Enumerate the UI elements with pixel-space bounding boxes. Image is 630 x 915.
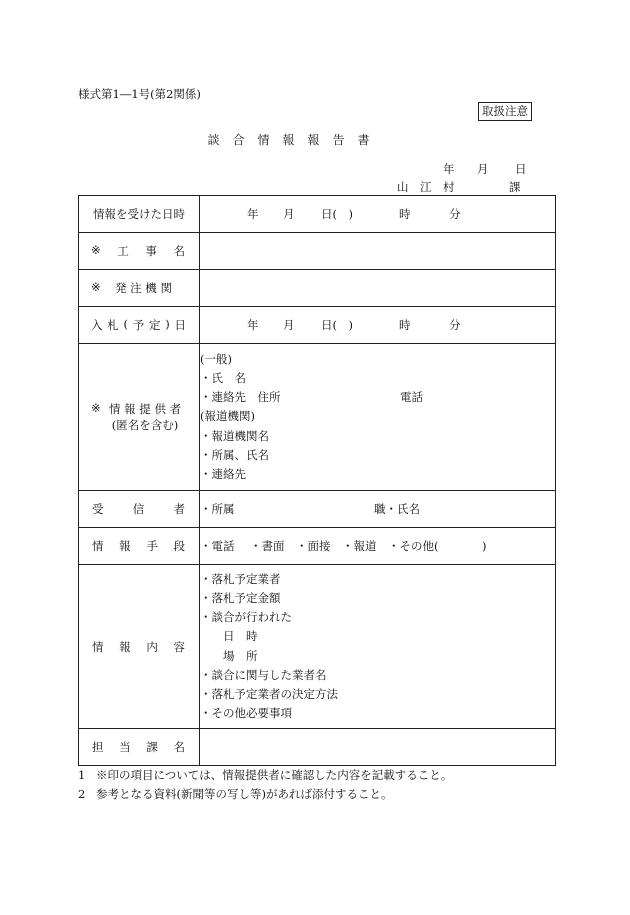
label-char: 情: [92, 539, 104, 553]
label-subtext: (匿名を含む): [111, 418, 179, 432]
receiver-position-name: 職・氏名: [374, 502, 420, 516]
report-date-line: [443, 161, 527, 177]
received-year: 年: [247, 207, 259, 221]
label-informant: [79, 344, 200, 491]
value-method: [200, 528, 556, 565]
label-char: (: [123, 317, 128, 331]
label-char: 当: [119, 740, 131, 754]
section-suffix: 課: [509, 180, 521, 194]
press-item: ・所属、氏名: [200, 447, 269, 462]
label-char: 工: [117, 244, 129, 258]
row-receiver: [79, 491, 556, 528]
note-number: 1: [78, 768, 86, 782]
notes: [78, 766, 452, 804]
label-char: 段: [173, 539, 185, 553]
village-name: 山 江 村: [397, 180, 455, 194]
label-char: 報: [119, 539, 131, 553]
label-char: 受: [92, 502, 104, 516]
method-interview: ・面接: [296, 539, 331, 553]
method-document: ・書面: [250, 539, 285, 553]
row-received-datetime: [79, 196, 556, 233]
value-content: [200, 565, 556, 729]
required-mark: ※: [91, 243, 101, 257]
general-heading: (一般): [200, 351, 232, 366]
label-char: ): [165, 317, 170, 331]
label-content: [79, 565, 200, 729]
document-title: 談合情報報告書: [207, 133, 383, 147]
content-item: ・落札予定金額: [200, 590, 281, 605]
confidential-stamp: 取扱注意: [478, 102, 532, 121]
value-bid-date: [200, 307, 556, 344]
department-line: [397, 179, 521, 195]
received-day: 日( ): [321, 207, 353, 221]
contact-address-label: ・連絡先 住所: [200, 390, 281, 405]
label-bid-date: [79, 307, 200, 344]
label-char: 札: [107, 318, 119, 332]
label-char: 内: [146, 639, 158, 654]
content-item: ・談合に関与した業者名: [200, 667, 327, 682]
value-received-datetime: [200, 196, 556, 233]
date-day: 日: [515, 162, 527, 176]
press-heading: (報道機関): [200, 409, 255, 424]
label-receiver: [79, 491, 200, 528]
label-text: 発 注 機 関: [115, 281, 172, 295]
label-char: 日: [174, 318, 186, 332]
label-char: 予: [132, 318, 145, 332]
bid-minute: 分: [449, 318, 461, 332]
row-bid-date: [79, 307, 556, 344]
bid-hour: 時: [399, 318, 411, 332]
label-char: 入: [91, 318, 103, 332]
required-mark: ※: [91, 280, 101, 294]
row-construction-name: [79, 233, 556, 270]
note-item: [78, 766, 452, 785]
label-char: 情: [92, 639, 104, 654]
label-char: 名: [173, 740, 185, 754]
required-mark: ※: [91, 401, 101, 415]
method-phone: ・電話: [200, 539, 235, 553]
label-method: [79, 528, 200, 565]
label-staff: [79, 729, 200, 766]
bid-year: 年: [247, 318, 259, 332]
contact-phone-label: 電話: [400, 390, 423, 405]
note-text: 参考となる資料(新聞等の写し等)があれば添付すること。: [96, 787, 393, 801]
received-minute: 分: [449, 207, 461, 221]
receiver-affiliation: ・所属: [200, 502, 235, 516]
content-item: ・落札予定業者: [200, 571, 281, 586]
label-char: 定: [149, 318, 161, 332]
value-construction-name: [200, 233, 556, 270]
label-text: 情 報 提 供 者: [109, 402, 182, 416]
content-item: ・その他必要事項: [200, 706, 292, 721]
informant-name: ・氏 名: [200, 370, 246, 385]
press-item: ・報道機関名: [200, 428, 269, 443]
note-text: ※印の項目については、情報提供者に確認した内容を記載すること。: [96, 768, 453, 782]
received-month: 月: [283, 207, 295, 221]
form-number: 様式第1―1号(第2関係): [78, 87, 201, 101]
label-received-datetime: 情報を受けた日時: [79, 196, 200, 233]
method-other: ・その他(: [388, 539, 439, 553]
label-char: 課: [146, 740, 158, 754]
label-char: 事: [145, 244, 157, 258]
note-number: 2: [78, 787, 86, 801]
press-item: ・連絡先: [200, 467, 246, 481]
content-item: ・談合が行われた: [200, 610, 292, 625]
content-item: ・落札予定業者の決定方法: [200, 686, 338, 701]
note-item: [78, 785, 452, 804]
row-staff: [79, 729, 556, 766]
value-ordering-agency: [200, 270, 556, 307]
date-month: 月: [477, 162, 489, 176]
bid-day: 日( ): [321, 318, 353, 332]
date-year: 年: [443, 162, 455, 176]
method-other-close: ): [482, 539, 487, 553]
row-ordering-agency: [79, 270, 556, 307]
report-table: [78, 195, 556, 766]
row-method: [79, 528, 556, 565]
value-staff: [200, 729, 556, 766]
label-char: 担: [92, 740, 104, 754]
label-construction-name: [79, 233, 200, 270]
label-char: 者: [173, 502, 185, 516]
label-ordering-agency: [79, 270, 200, 307]
row-informant: [79, 344, 556, 491]
received-hour: 時: [399, 207, 411, 221]
label-char: 手: [146, 539, 158, 553]
bid-month: 月: [283, 318, 295, 332]
row-content: [79, 565, 556, 729]
label-char: 容: [173, 639, 185, 654]
value-informant: [200, 344, 556, 491]
value-receiver: [200, 491, 556, 528]
label-char: 名: [173, 244, 185, 258]
informant-contact: [200, 388, 555, 407]
label-char: 報: [119, 639, 131, 654]
content-item: 場 所: [200, 648, 258, 663]
content-item: 日 時: [200, 629, 258, 644]
label-char: 信: [132, 502, 145, 516]
method-press: ・報道: [342, 539, 377, 553]
